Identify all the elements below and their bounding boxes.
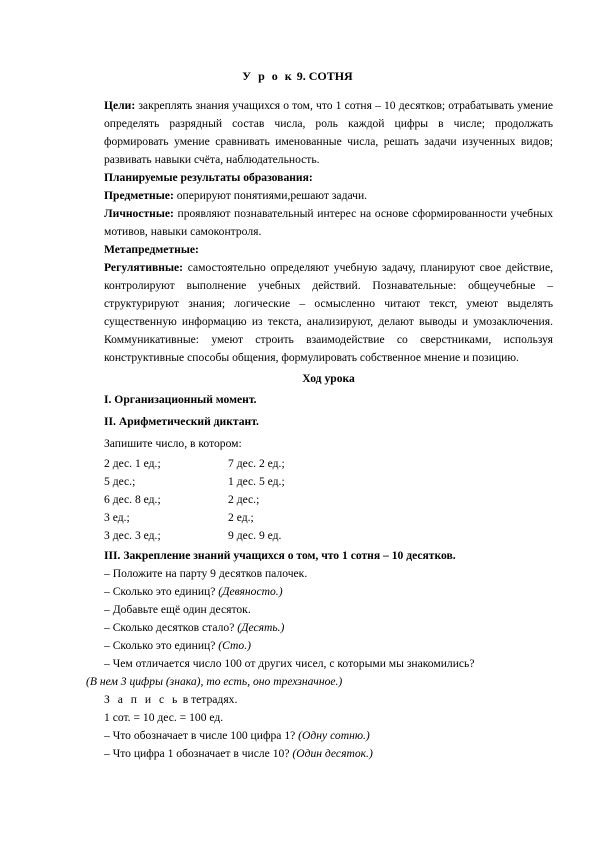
subject-results [104, 187, 553, 205]
planned-results-heading: Планируемые результаты образования: [104, 171, 313, 184]
dialog-line [104, 565, 553, 583]
section-3-heading: III. Закрепление знаний учащихся о том, что 1 сотня – 10 десятков. [104, 549, 456, 562]
title-prefix: У р о к [242, 69, 294, 83]
goals-label: Цели: [104, 99, 136, 112]
dictation-row [104, 527, 553, 545]
dialog-answer: (Десять.) [237, 621, 285, 634]
goals-paragraph [104, 97, 553, 169]
dictation-cell: 5 дес.; [104, 475, 136, 488]
dictation-cell: 2 дес. 1 ед.; [104, 457, 161, 470]
notebook-record [104, 691, 553, 709]
dictation-cell: 6 дес. 8 ед.; [104, 493, 161, 506]
dialog-line [104, 583, 553, 601]
dialog-question: – Положите на парту 9 десятков палочек. [104, 567, 308, 580]
dictation-cell: 9 дес. 9 ед. [228, 529, 282, 542]
dialog-answer: (Сто.) [218, 639, 251, 652]
dictation-cell: 1 дес. 5 ед.; [228, 475, 285, 488]
difference-answer: (В нем 3 цифры (знака), то есть, оно трехзначное.) [86, 675, 343, 688]
question-10 [104, 745, 553, 763]
dictation-cell: 2 ед.; [228, 511, 254, 524]
dictation-row [104, 473, 553, 491]
dictation-cell: 7 дес. 2 ед.; [228, 457, 285, 470]
communicative-label: Коммуникативные: [104, 333, 200, 346]
notebook-spaced: З а п и с ь [104, 693, 180, 706]
question-100 [104, 727, 553, 745]
personal-text: проявляют познавательный интерес на основе сформированности учебных мотивов, навыки самоконтроля. [104, 207, 553, 238]
q10-answer: (Один десяток.) [292, 747, 373, 760]
dialog-line [104, 637, 553, 655]
dialog-question: – Добавьте ещё один десяток. [104, 603, 251, 616]
dictation-row [104, 491, 553, 509]
lesson-title [0, 67, 595, 85]
formula-line: 1 сот. = 10 дес. = 100 ед. [104, 711, 224, 724]
section-2-heading: II. Арифметический диктант. [104, 415, 259, 428]
section-1-heading: I. Организационный момент. [104, 393, 257, 406]
regulatory-label: Регулятивные: [104, 261, 183, 274]
dictation-table [104, 455, 553, 545]
course-heading: Ход урока [302, 372, 355, 385]
dialog-question: – Сколько это единиц? [104, 639, 219, 652]
regulatory-paragraph [104, 259, 553, 367]
dictation-row [104, 455, 553, 473]
dictation-row [104, 509, 553, 527]
dialog-question: – Сколько это единиц? [104, 585, 219, 598]
notebook-rest: в тетрадях. [179, 693, 238, 706]
dialog-question: – Сколько десятков стало? [104, 621, 238, 634]
goals-text: закреплять знания учащихся о том, что 1 сотня – 10 десятков; отрабатывать умение определять разрядный состав числа, роль каждой цифры в числе; продолжать формировать умение сравнивать именованные числа, решать задачи изученных видов; развивать навыки счёта, наблюдательность. [104, 99, 553, 166]
dialog-line [104, 601, 553, 619]
regulatory-text: самостоятельно определяют учебную задачу, планируют свое действие, контролируют выполнение учебных действий. [104, 261, 553, 292]
subject-label: Предметные: [104, 189, 174, 202]
dialog-answer: (Девяносто.) [218, 585, 283, 598]
meta-heading: Метапредметные: [104, 243, 199, 256]
q10-question: – Что цифра 1 обозначает в числе 10? [104, 747, 293, 760]
title-rest: 9. СОТНЯ [293, 69, 353, 83]
cognitive-label: Познавательные: [372, 279, 457, 292]
personal-results [104, 205, 553, 241]
q100-question: – Что обозначает в числе 100 цифра 1? [104, 729, 299, 742]
dictation-cell: 3 ед.; [104, 511, 130, 524]
dialog-line [104, 619, 553, 637]
cognitive-text: общеучебные – структурируют знания; логические – осмысленно читают текст, умеют выделять существенную информацию из текста, анализируют, делают выводы и умозаключения. [104, 279, 553, 328]
dictation-cell: 3 дес. 3 ед.; [104, 529, 161, 542]
document-body [86, 97, 553, 763]
personal-label: Личностные: [104, 207, 174, 220]
difference-question: – Чем отличается число 100 от других чисел, с которыми мы знакомились? [104, 657, 475, 670]
dictation-cell: 2 дес.; [228, 493, 260, 506]
write-number-instruction: Запишите число, в котором: [104, 437, 242, 450]
subject-text: оперируют понятиями,решают задачи. [173, 189, 368, 202]
q100-answer: (Одну сотню.) [298, 729, 370, 742]
communicative-text: умеют строить взаимодействие со сверстниками, используя конструктивные способы общения, формулировать собственное мнение и позицию. [104, 333, 553, 364]
